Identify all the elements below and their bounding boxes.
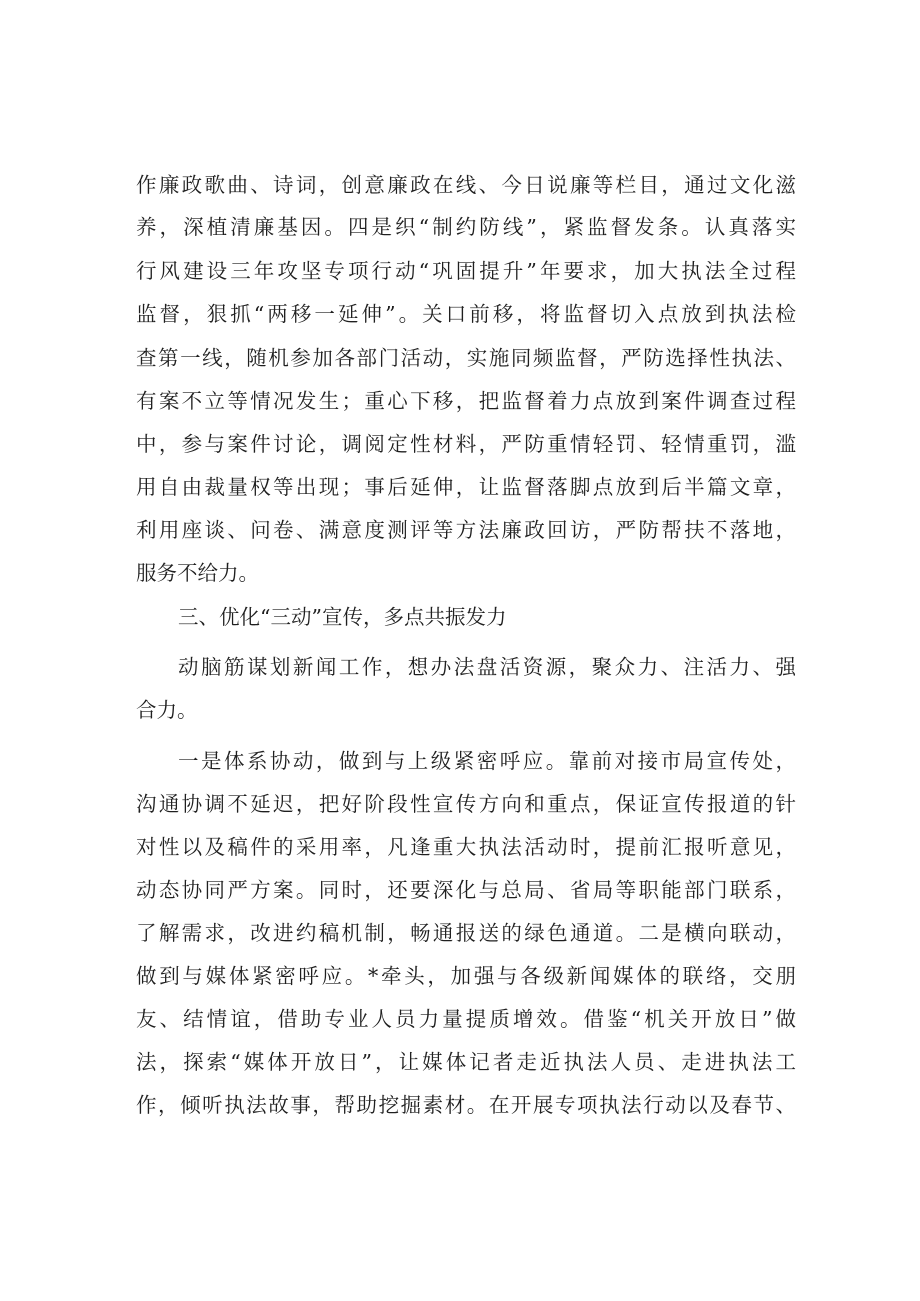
paragraph-line: 法，探索“媒体开放日”，让媒体记者走近执法人员、走进执法工 — [136, 1050, 796, 1074]
paragraph-line: 一是体系协动，做到与上级紧密呼应。靠前对接市局宣传处， — [178, 749, 796, 773]
paragraph-line: 用自由裁量权等出现；事后延伸，让监督落脚点放到后半篇文章， — [136, 475, 796, 499]
paragraph-line: 作，倾听执法故事，帮助挖掘素材。在开展专项执法行动以及春节、 — [136, 1093, 796, 1117]
paragraph-line: 查第一线，随机参加各部门活动，实施同频监督，严防选择性执法、 — [136, 346, 796, 370]
paragraph-line: 友、结情谊，借助专业人员力量提质增效。借鉴“机关开放日”做 — [136, 1007, 796, 1031]
paragraph-line: 合力。 — [136, 698, 198, 722]
paragraph-line: 养，深植清廉基因。四是织“制约防线”，紧监督发条。认真落实 — [136, 215, 796, 239]
paragraph-line: 做到与媒体紧密呼应。*牵头，加强与各级新闻媒体的联络，交朋 — [136, 964, 796, 988]
paragraph-line: 了解需求，改进约稿机制，畅通报送的绿色通道。二是横向联动， — [136, 921, 796, 945]
paragraph-line: 利用座谈、问卷、满意度测评等方法廉政回访，严防帮扶不落地， — [136, 518, 796, 542]
paragraph-line: 作廉政歌曲、诗词，创意廉政在线、今日说廉等栏目，通过文化滋 — [136, 173, 796, 197]
paragraph-line: 沟通协调不延迟，把好阶段性宣传方向和重点，保证宣传报道的针 — [136, 792, 796, 816]
paragraph-line: 服务不给力。 — [136, 561, 259, 585]
paragraph-line: 动脑筋谋划新闻工作，想办法盘活资源，聚众力、注活力、强 — [178, 655, 796, 679]
paragraph-line: 对性以及稿件的采用率，凡逢重大执法活动时，提前汇报听意见， — [136, 835, 796, 859]
paragraph-line: 行风建设三年攻坚专项行动“巩固提升”年要求，加大执法全过程 — [136, 259, 796, 283]
paragraph-line: 中，参与案件讨论，调阅定性材料，严防重情轻罚、轻情重罚，滥 — [136, 432, 796, 456]
paragraph-line: 动态协同严方案。同时，还要深化与总局、省局等职能部门联系， — [136, 878, 796, 902]
paragraph-line: 监督，狠抓“两移一延伸”。关口前移，将监督切入点放到执法检 — [136, 302, 796, 326]
section-heading: 三、优化“三动”宣传，多点共振发力 — [178, 605, 507, 629]
paragraph-line: 有案不立等情况发生；重心下移，把监督着力点放到案件调查过程 — [136, 389, 796, 413]
